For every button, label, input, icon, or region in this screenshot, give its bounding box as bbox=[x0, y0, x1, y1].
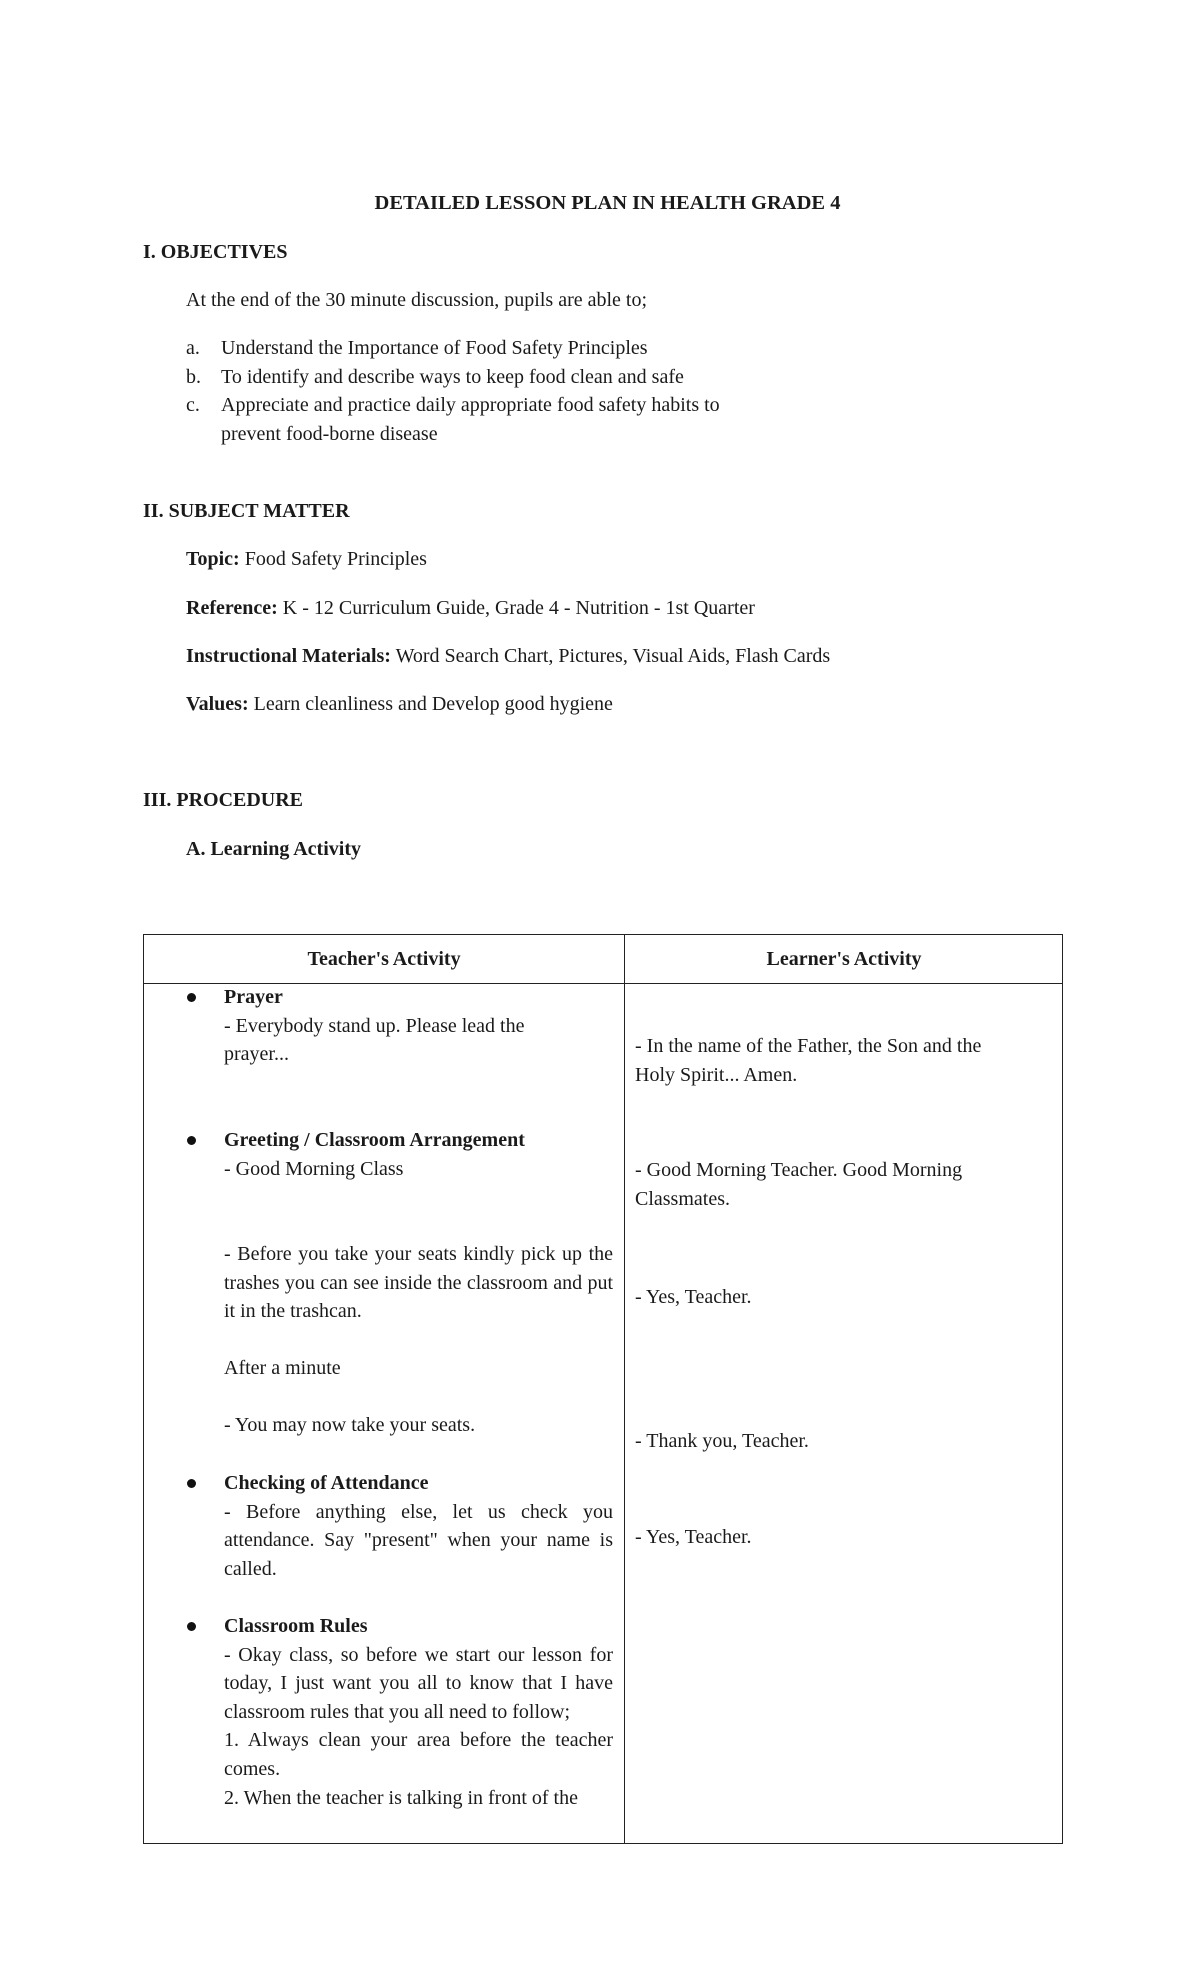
bullet-icon bbox=[187, 1479, 196, 1488]
topic-label: Topic: bbox=[186, 548, 240, 570]
document-title: DETAILED LESSON PLAN IN HEALTH GRADE 4 bbox=[374, 192, 841, 214]
bullet-icon bbox=[187, 1622, 196, 1631]
rules-title: Classroom Rules bbox=[224, 1615, 368, 1637]
reference-value: K - 12 Curriculum Guide, Grade 4 - Nutrition - 1st Quarter bbox=[282, 597, 755, 619]
materials-line bbox=[186, 645, 830, 668]
values-label: Values: bbox=[186, 693, 249, 715]
learner-prayer-line: Holy Spirit... Amen. bbox=[635, 1063, 798, 1086]
learner-greeting-response bbox=[635, 1156, 1025, 1213]
topic-value: Food Safety Principles bbox=[244, 548, 427, 570]
prayer-line: prayer... bbox=[224, 1043, 289, 1066]
learner-greeting-line: - Good Morning Teacher. Good Morning bbox=[635, 1159, 963, 1181]
greeting-block bbox=[224, 1126, 613, 1183]
attendance-text: - Before anything else, let us check you attendance. Say "present" when your name is called. bbox=[224, 1500, 613, 1580]
learning-activity-heading: A. Learning Activity bbox=[186, 838, 361, 860]
learner-greeting-line: Classmates. bbox=[635, 1187, 730, 1210]
after-a-minute: After a minute bbox=[224, 1357, 341, 1379]
objective-letter: b. bbox=[186, 366, 201, 388]
reference-label: Reference: bbox=[186, 597, 278, 619]
rules-text: - Okay class, so before we start our lesson for today, I just want you all to know that I have classroom rules that you all need to follow; bbox=[224, 1643, 613, 1723]
attendance-block bbox=[224, 1469, 613, 1583]
trash-instruction: - Before you take your seats kindly pick up the trashes you can see inside the classroom and put it in the trashcan. bbox=[224, 1243, 613, 1323]
learner-activity-header: Learner's Activity bbox=[766, 948, 922, 970]
greeting-line: - Good Morning Class bbox=[224, 1157, 404, 1180]
prayer-block bbox=[224, 983, 613, 1069]
column-divider bbox=[624, 935, 625, 1843]
topic-line bbox=[186, 548, 427, 571]
attendance-title: Checking of Attendance bbox=[224, 1472, 429, 1494]
rule-item: 1. Always clean your area before the teacher comes. bbox=[224, 1729, 613, 1780]
prayer-line: - Everybody stand up. Please lead the bbox=[224, 1014, 525, 1037]
objective-letter: c. bbox=[186, 394, 200, 416]
objectives-intro: At the end of the 30 minute discussion, pupils are able to; bbox=[186, 289, 648, 311]
bullet-icon bbox=[187, 1136, 196, 1145]
take-seats-line: - You may now take your seats. bbox=[224, 1414, 476, 1436]
materials-value: Word Search Chart, Pictures, Visual Aids, Flash Cards bbox=[395, 645, 831, 667]
rules-block bbox=[224, 1612, 613, 1812]
greeting-title: Greeting / Classroom Arrangement bbox=[224, 1129, 525, 1151]
prayer-title: Prayer bbox=[224, 986, 283, 1008]
reference-line bbox=[186, 597, 755, 620]
values-value: Learn cleanliness and Develop good hygiene bbox=[253, 693, 613, 715]
objective-text: Appreciate and practice daily appropriate food safety habits to bbox=[221, 394, 720, 416]
bullet-icon bbox=[187, 993, 196, 1002]
objective-letter: a. bbox=[186, 337, 200, 359]
objective-text: Understand the Importance of Food Safety Principles bbox=[221, 337, 648, 359]
materials-label: Instructional Materials: bbox=[186, 645, 391, 667]
objective-text: To identify and describe ways to keep food clean and safe bbox=[221, 366, 684, 388]
learner-yes-response: - Yes, Teacher. bbox=[635, 1526, 752, 1548]
learner-prayer-response bbox=[635, 1032, 1025, 1089]
learner-yes-response: - Yes, Teacher. bbox=[635, 1286, 752, 1308]
procedure-heading: III. PROCEDURE bbox=[143, 789, 304, 811]
learner-prayer-line: - In the name of the Father, the Son and the bbox=[635, 1035, 982, 1057]
teacher-activity-header: Teacher's Activity bbox=[307, 948, 461, 970]
values-line bbox=[186, 693, 613, 716]
objective-text-continued: prevent food-borne disease bbox=[221, 423, 438, 445]
rule-item: 2. When the teacher is talking in front of the bbox=[224, 1786, 578, 1809]
objectives-heading: I. OBJECTIVES bbox=[143, 241, 288, 263]
learner-thanks-response: - Thank you, Teacher. bbox=[635, 1430, 809, 1452]
subject-matter-heading: II. SUBJECT MATTER bbox=[143, 500, 350, 522]
